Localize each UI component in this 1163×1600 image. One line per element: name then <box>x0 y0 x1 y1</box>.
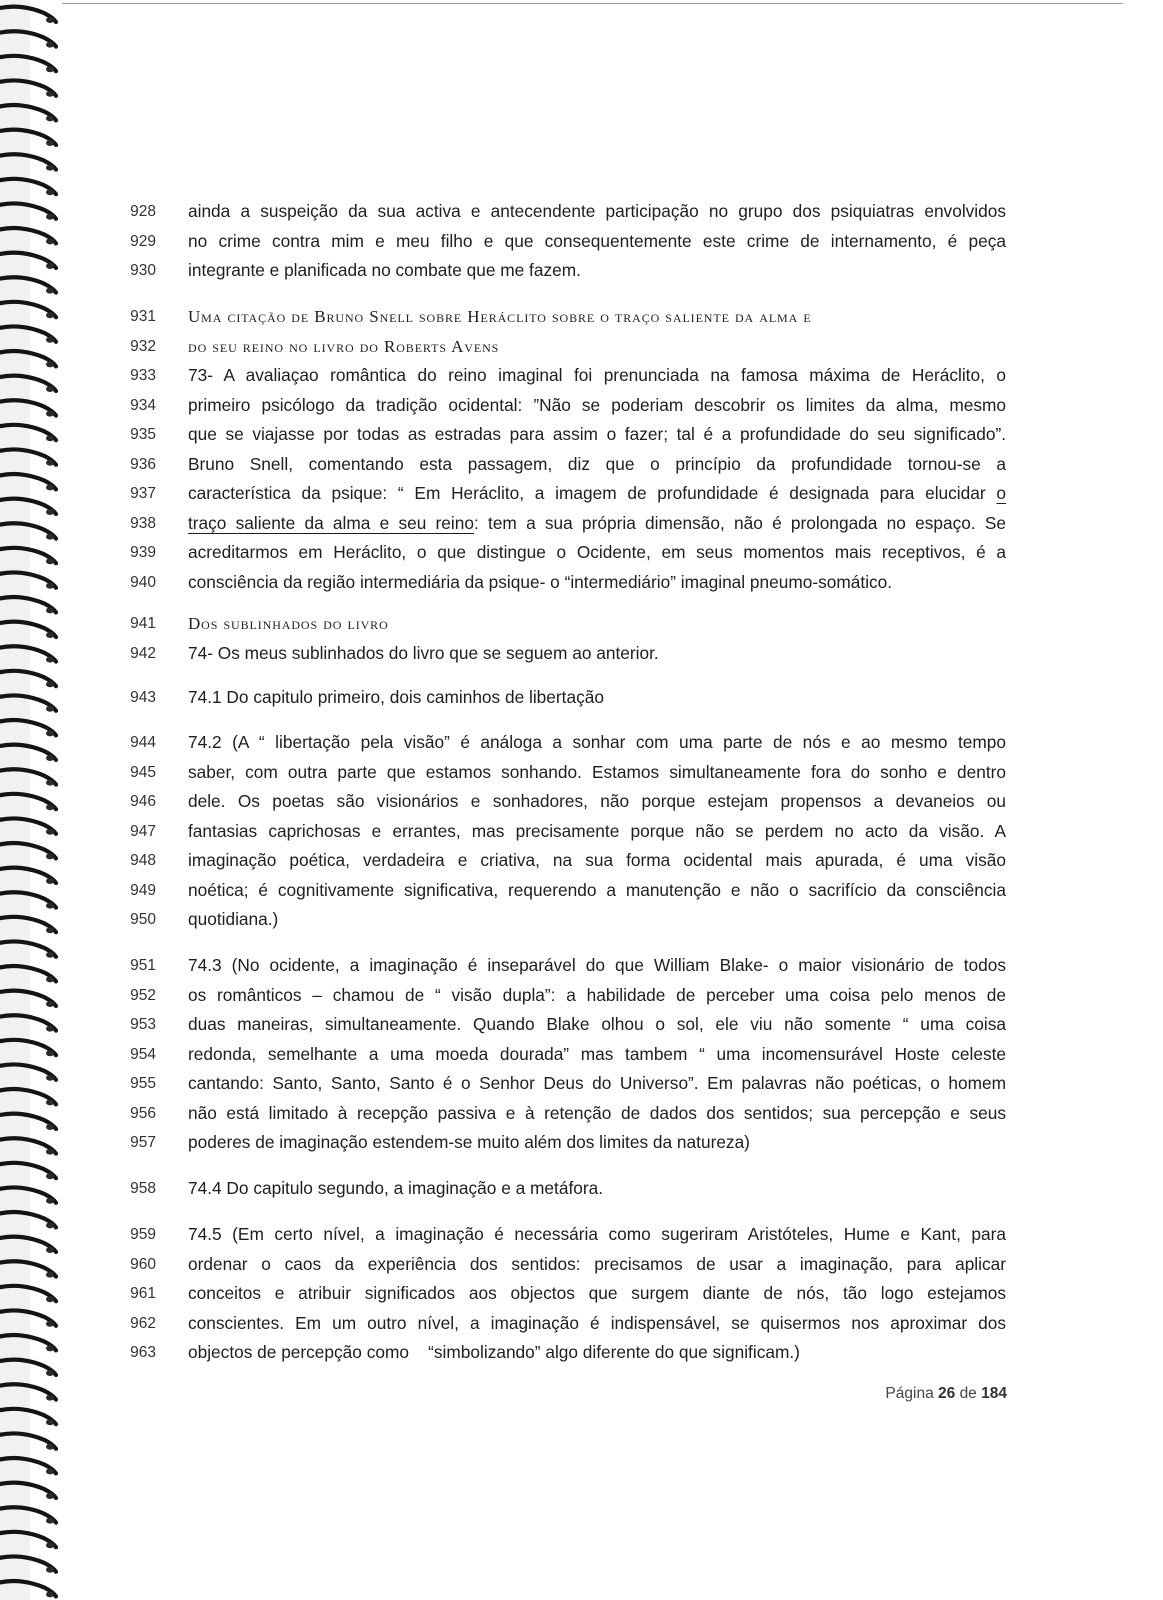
line-number: 945 <box>130 763 156 781</box>
text-line <box>0 758 1163 788</box>
line-number: 929 <box>130 232 156 250</box>
text-line <box>0 197 1163 227</box>
current-page-number: 26 <box>938 1385 956 1402</box>
line-number: 950 <box>130 911 156 928</box>
line-text: imaginação poética, verdadeira e criativa, na sua forma ocidental mais apurada, é uma visão <box>188 850 1006 870</box>
line-number: 934 <box>130 396 156 414</box>
paragraph-74-3 <box>0 951 1163 1158</box>
paragraph-74-2 <box>0 728 1163 935</box>
line-text: 74- Os meus sublinhados do livro que se seguem ao anterior. <box>188 642 659 663</box>
text-line <box>0 1069 1163 1099</box>
section-sublinhados <box>0 609 1163 668</box>
text-line <box>0 1010 1163 1040</box>
line-number: 949 <box>130 881 156 899</box>
text-line <box>0 568 1163 598</box>
line-number: 963 <box>130 1344 156 1361</box>
text-line <box>0 1338 1163 1368</box>
line-number: 930 <box>130 262 156 279</box>
line-text: que se viajasse por todas as estradas para assim o fazer; tal é a profundidade do seu significado”. <box>188 424 1006 444</box>
line-number: 957 <box>130 1134 156 1151</box>
line-number: 944 <box>130 734 156 751</box>
text-line <box>0 227 1163 257</box>
text-line <box>0 876 1163 906</box>
line-text: não está limitado à recepção passiva e à retenção de dados dos sentidos; sua percepção e seus <box>188 1102 1006 1123</box>
text-line <box>0 361 1163 391</box>
line-text: quotidiana.) <box>188 909 279 929</box>
line-text: ordenar o caos da experiência dos sentidos: precisamos de usar a imaginação, para aplicar <box>188 1253 1006 1274</box>
paragraph-74-5 <box>0 1220 1163 1368</box>
line-text: objectos de percepção como “simbolizando” algo diferente do que significam.) <box>188 1342 800 1362</box>
line-number: 936 <box>130 455 156 473</box>
paragraph-continuation <box>0 197 1163 286</box>
line-text-part: característica da psique: “ Em Heráclito, a imagem de profundidade é designada para elucidar <box>188 483 997 503</box>
line-number: 956 <box>130 1104 156 1122</box>
page-separator: de <box>959 1385 977 1402</box>
line-text: conscientes. Em um outro nível, a imaginação é indispensável, se quisermos nos aproximar dos <box>188 1312 1006 1333</box>
text-line <box>0 391 1163 421</box>
line-number: 946 <box>130 793 156 810</box>
line-number: 959 <box>130 1226 156 1243</box>
line-number: 958 <box>130 1180 156 1197</box>
page-label: Página <box>885 1385 934 1402</box>
text-line <box>0 846 1163 876</box>
line-text: 74.5 (Em certo nível, a imaginação é necessária como sugeriram Aristóteles, Hume e Kant, para <box>188 1224 1006 1244</box>
section-heading: do seu reino no livro do Roberts Avens <box>188 336 500 356</box>
text-line <box>0 1279 1163 1309</box>
line-number: 962 <box>130 1314 156 1332</box>
line-text: Bruno Snell, comentando esta passagem, diz que o princípio da profundidade tornou-se a <box>188 453 1006 474</box>
section-heading-line <box>0 332 1163 362</box>
total-page-count: 184 <box>981 1385 1007 1402</box>
section-heading: Dos sublinhados do livro <box>188 614 389 633</box>
line-number: 942 <box>130 644 156 662</box>
text-line <box>0 1128 1163 1158</box>
line-text: dele. Os poetas são visionários e sonhadores, não porque estejam propensos a devaneios ou <box>188 791 1006 811</box>
underlined-text: o <box>996 483 1006 503</box>
line-number: 947 <box>130 822 156 840</box>
line-number: 940 <box>130 573 156 591</box>
line-text-part: : tem a sua própria dimensão, não é prolongada no espaço. Se <box>473 512 1007 533</box>
line-number: 932 <box>130 337 156 355</box>
line-text: redonda, semelhante a uma moeda dourada” mas tambem “ uma incomensurável Hoste celeste <box>188 1043 1006 1064</box>
text-line <box>0 787 1163 817</box>
section-bruno-snell <box>0 302 1163 597</box>
line-number: 931 <box>130 308 156 325</box>
text-line <box>0 817 1163 847</box>
text-line <box>0 479 1163 509</box>
line-text: ainda a suspeição da sua activa e antecendente participação no grupo dos psiquiatras envolvidos <box>188 201 1006 221</box>
line-number: 928 <box>130 203 156 220</box>
text-line <box>0 1040 1163 1070</box>
underlined-text: traço saliente da alma e seu reino <box>188 512 474 533</box>
line-number: 951 <box>130 957 156 974</box>
paragraph-74-1 <box>0 683 1163 713</box>
line-text: cantando: Santo, Santo, Santo é o Senhor Deus do Universo”. Em palavras não poéticas, o homem <box>188 1073 1006 1093</box>
line-text: poderes de imaginação estendem-se muito além dos limites da natureza) <box>188 1132 750 1152</box>
line-number: 943 <box>130 689 156 706</box>
line-text: 74.2 (A “ libertação pela visão” é análoga a sonhar com uma parte de nós e ao mesmo tempo <box>188 732 1006 752</box>
text-line <box>0 420 1163 450</box>
line-text: 74.3 (No ocidente, a imaginação é inseparável do que William Blake- o maior visionário de todos <box>188 955 1006 975</box>
line-text <box>188 479 1006 509</box>
line-text: fantasias caprichosas e errantes, mas precisamente porque não se perdem no acto da visão. A <box>188 820 1006 841</box>
line-text: 74.4 Do capitulo segundo, a imaginação e a metáfora. <box>188 1178 604 1198</box>
section-heading-line <box>0 609 1163 639</box>
text-line <box>0 256 1163 286</box>
line-number: 954 <box>130 1045 156 1063</box>
line-number: 960 <box>130 1255 156 1273</box>
line-number: 938 <box>130 514 156 532</box>
line-text: 73- A avaliaçao romântica do reino imaginal foi prenunciada na famosa máxima de Heráclito, o <box>188 365 1006 385</box>
text-line <box>0 728 1163 758</box>
line-number: 941 <box>130 615 156 632</box>
line-number: 948 <box>130 852 156 869</box>
line-number: 953 <box>130 1016 156 1033</box>
text-line <box>0 450 1163 480</box>
line-text: no crime contra mim e meu filho e que consequentemente este crime de internamento, é peça <box>188 230 1006 251</box>
line-number: 935 <box>130 426 156 443</box>
text-line <box>0 905 1163 935</box>
line-text: saber, com outra parte que estamos sonhando. Estamos simultaneamente fora do sonho e dentro <box>188 761 1006 782</box>
line-text: consciência da região intermediária da psique- o “intermediário” imaginal pneumo-somático. <box>188 571 893 592</box>
page-footer <box>860 1385 1007 1403</box>
line-number: 952 <box>130 986 156 1004</box>
text-line <box>0 683 1163 713</box>
line-text: integrante e planificada no combate que me fazem. <box>188 260 581 280</box>
line-text <box>188 509 1006 539</box>
line-number: 933 <box>130 367 156 384</box>
text-line <box>0 538 1163 568</box>
line-text: 74.1 Do capitulo primeiro, dois caminhos de libertação <box>188 687 604 707</box>
text-line <box>0 1174 1163 1204</box>
line-number: 939 <box>130 544 156 561</box>
section-heading: Uma citação de Bruno Snell sobre Heráclito sobre o traço saliente da alma e <box>188 307 812 326</box>
line-number: 955 <box>130 1075 156 1092</box>
text-line <box>0 1220 1163 1250</box>
text-line <box>0 951 1163 981</box>
text-line <box>0 1250 1163 1280</box>
text-line <box>0 639 1163 669</box>
line-text: conceitos e atribuir significados aos objectos que surgem diante de nós, tão logo estejamos <box>188 1283 1006 1303</box>
text-line <box>0 1099 1163 1129</box>
line-text: os românticos – chamou de “ visão dupla”: a habilidade de perceber uma coisa pelo menos de <box>188 984 1006 1005</box>
paragraph-74-4 <box>0 1174 1163 1204</box>
line-number: 937 <box>130 485 156 502</box>
line-text: noética; é cognitivamente significativa, requerendo a manutenção e não o sacrifício da consciência <box>188 879 1006 900</box>
text-line <box>0 1309 1163 1339</box>
line-text: duas maneiras, simultaneamente. Quando Blake olhou o sol, ele viu não somente “ uma coisa <box>188 1014 1006 1034</box>
line-number: 961 <box>130 1285 156 1302</box>
line-text: primeiro psicólogo da tradição ocidental: ”Não se poderiam descobrir os limites da alma, mesmo <box>188 394 1006 415</box>
line-text: acreditarmos em Heráclito, o que distingue o Ocidente, em seus momentos mais receptivos, é a <box>188 542 1006 562</box>
text-line <box>0 981 1163 1011</box>
section-heading-line <box>0 302 1163 332</box>
text-line <box>0 509 1163 539</box>
